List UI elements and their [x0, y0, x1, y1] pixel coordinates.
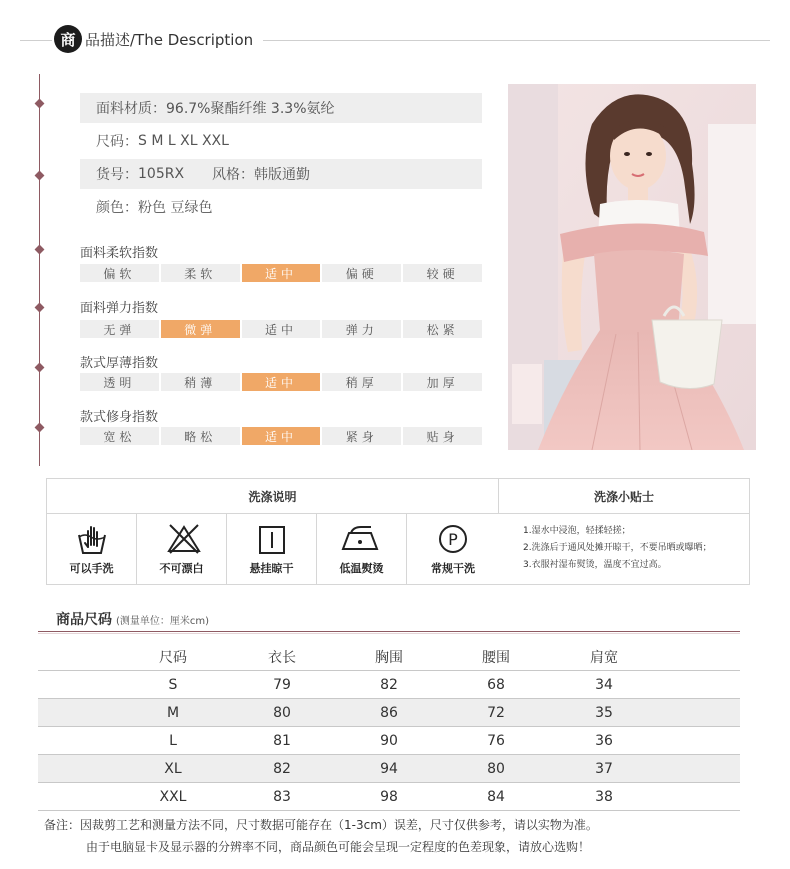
size-cell: 68 — [487, 676, 505, 693]
spec-value: 105RX — [138, 166, 185, 182]
care-label: 低温熨烫 — [339, 562, 384, 575]
size-cell: M — [166, 704, 180, 721]
size-cell: 84 — [487, 788, 505, 805]
index-option: 紧身 — [322, 427, 401, 445]
size-cell: XL — [164, 760, 182, 777]
size-cell: 86 — [380, 704, 398, 721]
index-option: 适中 — [242, 373, 321, 391]
timeline-marker — [35, 303, 45, 313]
care-item-no-bleach — [137, 513, 227, 584]
index-option: 较硬 — [403, 264, 482, 282]
low-iron-icon — [341, 523, 381, 555]
timeline-marker — [35, 171, 45, 181]
index-option: 松紧 — [403, 320, 482, 338]
size-cell: L — [169, 732, 177, 749]
index-title-softness: 面料柔软指数 — [80, 246, 159, 261]
index-option: 适中 — [242, 427, 321, 445]
index-scale-thickness — [80, 373, 482, 391]
size-row — [38, 783, 740, 811]
care-heading: 洗涤说明 — [47, 479, 499, 513]
size-chart-rule-secondary — [38, 633, 740, 634]
size-cell: 80 — [487, 760, 505, 777]
index-option: 适中 — [242, 320, 321, 338]
size-cell: 36 — [595, 732, 613, 749]
hand-wash-icon — [77, 523, 107, 555]
hang-dry-icon — [257, 523, 287, 555]
size-cell: 94 — [380, 760, 398, 777]
care-item-low-iron — [317, 513, 407, 584]
size-header-cell: 肩宽 — [590, 649, 618, 666]
size-chart-rule — [38, 631, 740, 632]
index-scale-fit — [80, 427, 482, 445]
spec-color — [80, 192, 482, 222]
index-title-thickness: 款式厚薄指数 — [80, 356, 159, 371]
size-cell: 35 — [595, 704, 613, 721]
care-tip: 1.湿水中浸泡，轻揉轻搓； — [523, 526, 631, 536]
note-measurement: 备注：因裁剪工艺和测量方法不同，尺寸数据可能存在（1-3cm）误差，尺寸仅供参考，请以实物为准。 — [44, 818, 598, 832]
size-cell: 72 — [487, 704, 505, 721]
size-header-row — [38, 643, 740, 671]
spec-value: 粉色 豆绿色 — [138, 200, 213, 216]
product-photo — [508, 84, 756, 450]
care-table — [46, 478, 750, 585]
index-option: 微弹 — [161, 320, 240, 338]
size-row — [38, 699, 740, 727]
index-option: 贴身 — [403, 427, 482, 445]
size-row — [38, 727, 740, 755]
index-scale-elasticity — [80, 320, 482, 338]
size-cell: XXL — [159, 788, 187, 805]
size-cell: 37 — [595, 760, 613, 777]
header-badge: 商 — [54, 25, 82, 53]
spec-value: S M L XL XXL — [138, 133, 229, 149]
care-header — [47, 479, 749, 514]
size-cell: 82 — [380, 676, 398, 693]
note-color: 由于电脑显卡及显示器的分辨率不同，商品颜色可能会呈现一定程度的色差现象，请放心选购！ — [86, 840, 591, 854]
index-option: 宽松 — [80, 427, 159, 445]
care-tip: 3.衣服衬湿布熨烫，温度不宜过高。 — [523, 560, 667, 570]
size-title-text: 商品尺码 — [56, 612, 112, 628]
section-header — [20, 24, 770, 54]
no-bleach-icon — [167, 523, 201, 555]
care-label: 可以手洗 — [69, 562, 114, 575]
care-label: 不可漂白 — [159, 562, 204, 575]
index-option: 透明 — [80, 373, 159, 391]
timeline-line — [39, 74, 40, 466]
spec-value: 韩版通勤 — [254, 167, 311, 183]
care-tips-heading: 洗涤小贴士 — [593, 489, 654, 504]
size-row — [38, 755, 740, 783]
size-cell: 81 — [273, 732, 291, 749]
index-option: 柔软 — [161, 264, 240, 282]
care-label: 常规干洗 — [431, 562, 475, 575]
size-header-cell: 尺码 — [159, 649, 187, 666]
timeline-marker — [35, 423, 45, 433]
timeline-marker — [35, 99, 45, 109]
care-tip: 2.洗涤后于通风处摊开晾干，不要吊晒或曝晒； — [523, 543, 712, 553]
index-option: 加厚 — [403, 373, 482, 391]
size-row — [38, 671, 740, 699]
index-option: 略松 — [161, 427, 240, 445]
index-option: 弹力 — [322, 320, 401, 338]
size-cell: 34 — [595, 676, 613, 693]
timeline-marker — [35, 363, 45, 373]
spec-material — [80, 93, 482, 123]
index-title-fit: 款式修身指数 — [80, 410, 159, 425]
size-header-cell: 胸围 — [375, 649, 403, 666]
size-header-cell: 衣长 — [268, 649, 296, 666]
dry-clean-icon — [437, 523, 469, 555]
spec-label: 面料材质： — [96, 101, 166, 117]
spec-value: 96.7%聚酯纤维 3.3%氨纶 — [166, 101, 335, 117]
size-chart-title — [56, 609, 209, 629]
spec-label: 风格： — [212, 167, 255, 183]
index-option: 无弹 — [80, 320, 159, 338]
index-option: 稍厚 — [322, 373, 401, 391]
header-title: 品描述/The Description — [85, 30, 254, 49]
size-cell: 83 — [273, 788, 291, 805]
care-item-dry-clean — [407, 513, 499, 584]
index-option: 稍薄 — [161, 373, 240, 391]
size-cell: 82 — [273, 760, 291, 777]
index-option: 偏软 — [80, 264, 159, 282]
care-tips — [499, 513, 749, 574]
care-item-hand-wash — [47, 513, 137, 584]
svg-text:P: P — [448, 530, 458, 549]
header-label — [52, 24, 263, 54]
size-cell: 38 — [595, 788, 613, 805]
spec-label: 货号： — [96, 167, 138, 183]
size-subtitle: (测量单位：厘米cm) — [116, 616, 210, 627]
size-cell: 90 — [380, 732, 398, 749]
care-item-hang-dry — [227, 513, 317, 584]
size-header-cell: 腰围 — [482, 649, 510, 666]
spec-label: 尺码： — [96, 134, 138, 150]
index-option: 适中 — [242, 264, 321, 282]
timeline-marker — [35, 245, 45, 255]
size-cell: 76 — [487, 732, 505, 749]
spec-label: 颜色： — [96, 200, 138, 216]
size-cell: 79 — [273, 676, 291, 693]
size-table — [38, 643, 740, 811]
size-cell: 80 — [273, 704, 291, 721]
size-cell: S — [168, 676, 178, 693]
index-title-elasticity: 面料弹力指数 — [80, 301, 159, 316]
index-option: 偏硬 — [322, 264, 401, 282]
spec-size — [80, 126, 482, 156]
spec-item-style — [80, 159, 482, 189]
index-scale-softness — [80, 264, 482, 282]
care-label: 悬挂晾干 — [249, 562, 294, 575]
size-cell: 98 — [380, 788, 398, 805]
